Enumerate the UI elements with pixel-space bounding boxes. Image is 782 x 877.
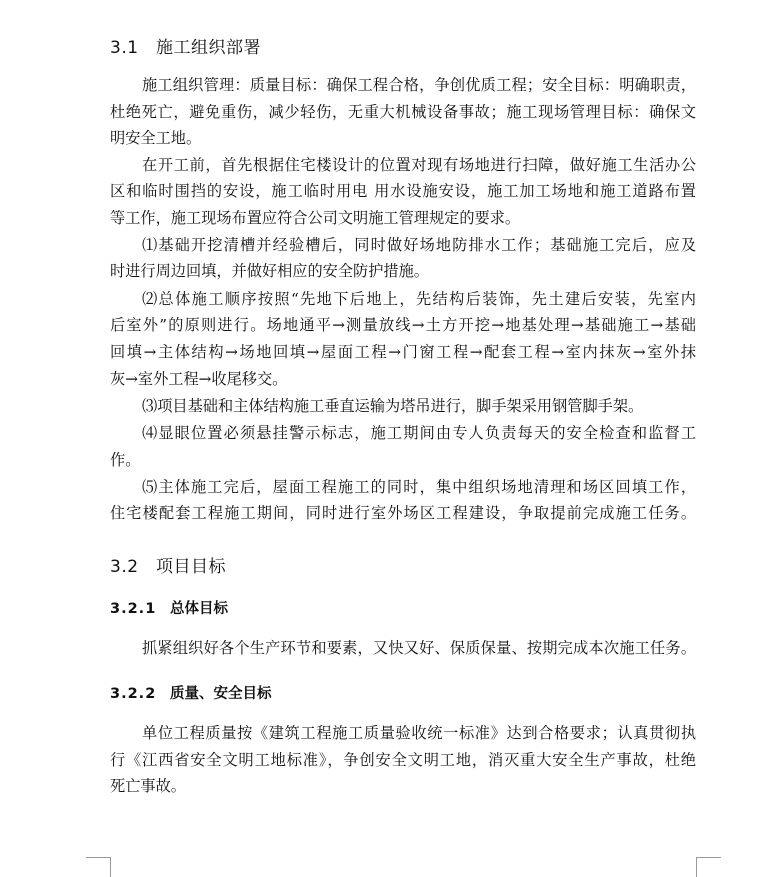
paragraph-line: 死亡事故。 <box>110 777 186 795</box>
page-corner-mark-right <box>696 857 721 877</box>
list-item-line: ⑶项目基础和主体结构施工垂直运输为塔吊进行，脚手架采用钢管脚手架。 <box>142 397 644 415</box>
subsection-heading-3-2-2 <box>110 682 272 703</box>
subsection-title: 质量、安全目标 <box>170 686 272 702</box>
paragraph-line: 施工组织管理：质量目标：确保工程合格，争创优质工程；安全目标：明确职责， <box>142 76 696 94</box>
paragraph-line: 明安全工地。 <box>110 129 202 147</box>
section-title: 项目目标 <box>156 557 226 577</box>
list-item-line: 后室外”的原则进行。场地通平→测量放线→土方开挖→地基处理→基础施工→基础 <box>110 316 696 334</box>
subsection-heading-3-2-1 <box>110 597 228 618</box>
section-heading-3-1 <box>110 33 261 58</box>
paragraph-line: 单位工程质量按《建筑工程施工质量验收统一标准》达到合格要求；认真贯彻执 <box>142 724 696 742</box>
list-item-line: ⑷显眼位置必须悬挂警示标志，施工期间由专人负责每天的安全检查和监督工 <box>142 424 696 442</box>
section-number: 3.1 <box>110 38 139 58</box>
list-item-line: 住宅楼配套工程施工期间，同时进行室外场区工程建设，争取提前完成施工任务。 <box>110 504 696 522</box>
paragraph-line: 杜绝死亡，避免重伤，减少轻伤，无重大机械设备事故；施工现场管理目标：确保文 <box>110 103 696 121</box>
list-item-line: ⑴基础开挖清槽并经验槽后，同时做好场地防排水工作；基础施工完后，应及 <box>142 236 696 254</box>
subsection-number: 3.2.2 <box>110 686 157 702</box>
list-item-line: 时进行周边回填，并做好相应的安全防护措施。 <box>110 262 429 280</box>
paragraph-line: 抓紧组织好各个生产环节和要素，又快又好、保质保量、按期完成本次施工任务。 <box>142 639 696 657</box>
subsection-title: 总体目标 <box>170 601 228 617</box>
list-item-line: ⑵总体施工顺序按照“先地下后地上，先结构后装饰，先土建后安装，先室内 <box>142 290 696 308</box>
section-heading-3-2 <box>110 552 226 577</box>
list-item-line: 灰→室外工程→收尾移交。 <box>110 370 288 388</box>
paragraph-line: 在开工前，首先根据住宅楼设计的位置对现有场地进行扫障，做好施工生活办公 <box>142 156 696 174</box>
paragraph-line: 区和临时围挡的安设，施工临时用电 用水设施安设，施工加工场地和施工道路布置 <box>110 182 696 200</box>
paragraph-line: 行《江西省安全文明工地标准》，争创安全文明工地，消灭重大安全生产事故，杜绝 <box>110 751 696 769</box>
section-number: 3.2 <box>110 557 139 577</box>
list-item-line: 回填→主体结构→场地回填→屋面工程→门窗工程→配套工程→室内抹灰→室外抹 <box>110 343 696 361</box>
list-item-line: 作。 <box>110 451 141 469</box>
section-title: 施工组织部署 <box>156 38 261 58</box>
page-corner-mark-left <box>86 857 111 877</box>
paragraph-line: 等工作，施工现场布置应符合公司文明施工管理规定的要求。 <box>110 209 521 227</box>
list-item-line: ⑸主体施工完后，屋面工程施工的同时，集中组织场地清理和场区回填工作， <box>142 478 696 496</box>
subsection-number: 3.2.1 <box>110 601 157 617</box>
